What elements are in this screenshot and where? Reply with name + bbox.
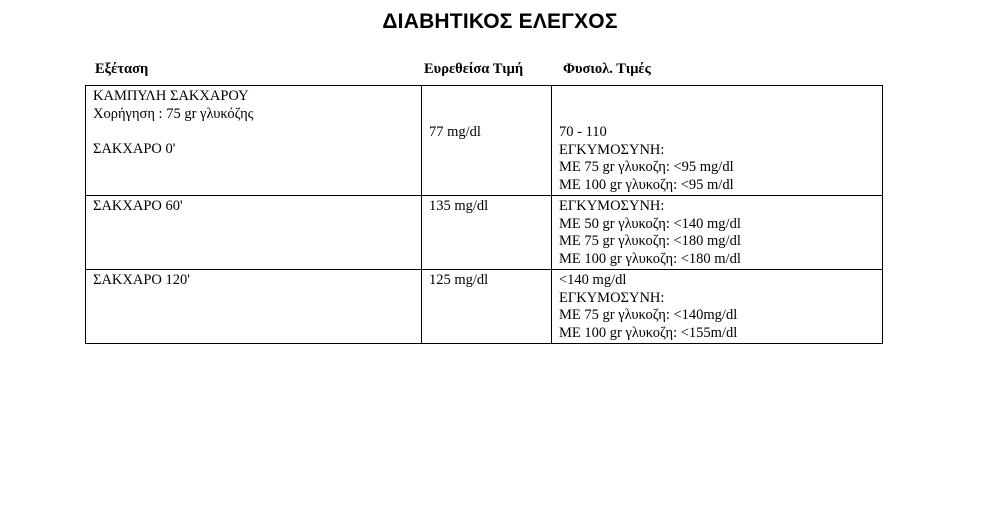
column-header-found-value: Ευρεθείσα Τιμή: [424, 61, 524, 77]
exam-cell: [86, 86, 422, 196]
page-title: ΔΙΑΒΗΤΙΚΟΣ ΕΛΕΓΧΟΣ: [382, 10, 618, 33]
normal-value: ΜΕ 50 gr γλυκοζη: <140 mg/dl: [559, 215, 741, 232]
exam-name: ΚΑΜΠΥΛΗ ΣΑΚΧΑΡΟΥ: [93, 88, 249, 104]
normal-value: ΜΕ 75 gr γλυκοζη: <180 mg/dl: [559, 233, 741, 249]
exam-name: ΣΑΚΧΑΡΟ 120': [93, 272, 190, 288]
column-header-exam: Εξέταση: [95, 61, 149, 77]
exam-name: ΣΑΚΧΑΡΟ 0': [93, 141, 176, 157]
normal-cell: [552, 270, 883, 344]
table-row: [86, 270, 883, 344]
exam-cell: [86, 270, 422, 344]
table-row: [86, 196, 883, 270]
normal-cell: [552, 196, 883, 270]
value-cell: [422, 86, 552, 196]
normal-value: ΜΕ 100 gr γλυκοζη: <95 m/dl: [559, 176, 734, 193]
value-cell: [422, 270, 552, 344]
found-value: 125 mg/dl: [429, 272, 489, 288]
found-value: 77 mg/dl: [429, 124, 481, 140]
normal-value: ΜΕ 75 gr γλυκοζη: <95 mg/dl: [559, 159, 734, 175]
table-row: [86, 86, 883, 196]
results-table: [85, 85, 883, 344]
normal-cell: [552, 86, 883, 196]
exam-name: ΣΑΚΧΑΡΟ 60': [93, 198, 183, 214]
normal-value: ΜΕ 100 gr γλυκοζη: <180 m/dl: [559, 250, 741, 267]
value-cell: [422, 196, 552, 270]
normal-value: ΜΕ 75 gr γλυκοζη: <140mg/dl: [559, 307, 738, 323]
normal-value: ΕΓΚΥΜΟΣΥΝΗ:: [559, 198, 665, 214]
normal-value: 70 - 110: [559, 124, 607, 140]
normal-value: ΕΓΚΥΜΟΣΥΝΗ:: [559, 141, 665, 158]
normal-value: ΕΓΚΥΜΟΣΥΝΗ:: [559, 289, 665, 306]
column-header-normal-values: Φυσιολ. Τιμές: [563, 61, 651, 77]
exam-note: Χορήγηση : 75 gr γλυκόζης: [93, 105, 254, 122]
normal-value: ΜΕ 100 gr γλυκοζη: <155m/dl: [559, 324, 738, 341]
exam-cell: [86, 196, 422, 270]
found-value: 135 mg/dl: [429, 198, 489, 214]
normal-value: <140 mg/dl: [559, 272, 627, 288]
